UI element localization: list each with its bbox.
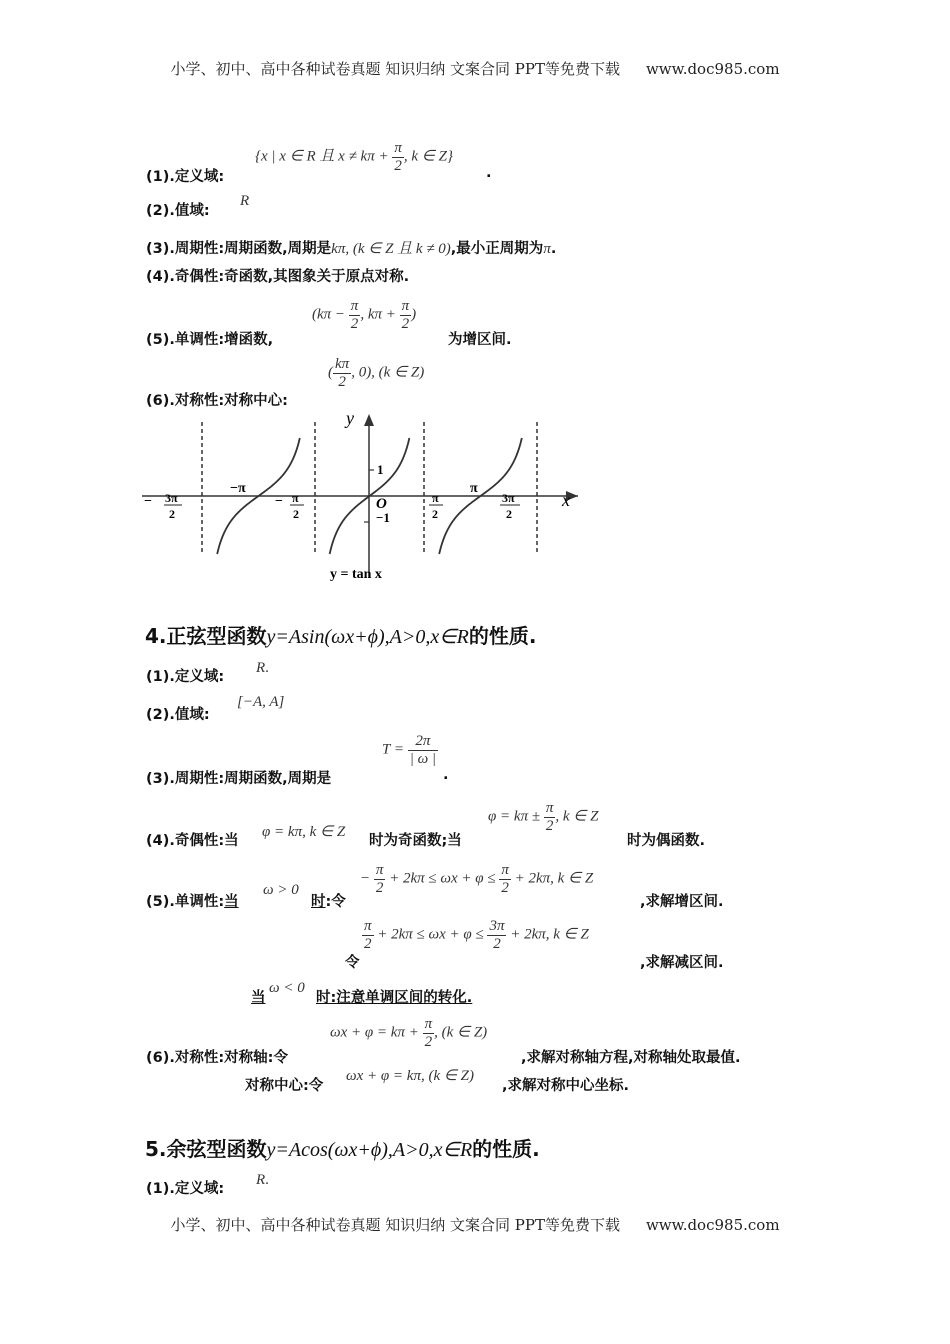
svg-text:3π: 3π bbox=[502, 491, 515, 505]
tan-range-label: (2).值域: bbox=[146, 203, 210, 219]
tan-sym-math: ( $\frac{k\pi}{2}$ , 0), (k ∈ Z) bbox=[328, 356, 425, 390]
sin-range-math: [−A, A] bbox=[237, 694, 285, 710]
sin-sym-axis-text: ,求解对称轴方程,对称轴处取最值. bbox=[521, 1050, 741, 1066]
sin-mono-ling: 时:令 bbox=[311, 894, 346, 910]
tan-sym-label: (6).对称性:对称中心: bbox=[146, 393, 288, 409]
tan-mono-label: (5).单调性:增函数, bbox=[146, 332, 274, 348]
page-header bbox=[0, 58, 950, 79]
neg-pi-label: −π bbox=[230, 481, 246, 496]
minus-one-label: −1 bbox=[376, 510, 390, 525]
tan-domain-period: . bbox=[486, 165, 492, 181]
tan-range-math: R bbox=[240, 193, 250, 209]
sin-parity-even-math: φ = kπ ± $\frac{\pi}{2}$ , k ∈ Z bbox=[488, 800, 599, 834]
tan-parity: (4).奇偶性:奇函数,其图象关于原点对称. bbox=[146, 269, 410, 285]
footer-text: 小学、初中、高中各种试卷真题 知识归纳 文案合同 PPT等免费下载 bbox=[170, 1216, 620, 1234]
sin-neg-cond: ω < 0 bbox=[269, 980, 305, 996]
svg-text:2: 2 bbox=[506, 507, 512, 521]
sin-sym-axis-math: ωx + φ = kπ + $\frac{\pi}{2}$ , (k ∈ Z) bbox=[330, 1016, 488, 1050]
tan-mono-math: (kπ − $\frac{\pi}{2}$ , kπ + $\frac{\pi}{2}$ ) bbox=[312, 298, 417, 332]
one-label: 1 bbox=[377, 462, 384, 477]
sin-mono-label: (5).单调性:当 bbox=[146, 894, 239, 910]
footer-site[interactable]: www.doc985.com bbox=[645, 1216, 780, 1234]
sin-range-label: (2).值域: bbox=[146, 707, 210, 723]
sin-mono-inc-text: ,求解增区间. bbox=[640, 894, 724, 910]
sin-parity-label: (4).奇偶性:当 bbox=[146, 833, 239, 849]
sin-mono-cond: ω > 0 bbox=[263, 882, 299, 898]
svg-text:2: 2 bbox=[432, 507, 438, 521]
sin-sym-label: (6).对称性:对称轴:令 bbox=[146, 1050, 288, 1066]
tan-graph bbox=[142, 410, 582, 582]
sin-parity-odd-math: φ = kπ, k ∈ Z bbox=[262, 824, 346, 840]
cos-domain-math: R. bbox=[256, 1172, 269, 1188]
tan-domain-math: {x | x ∈ R 且 x ≠ kπ + $\frac{\pi}{2}$ , k ∈ Z} bbox=[255, 140, 453, 174]
header-site[interactable]: www.doc985.com bbox=[645, 60, 780, 78]
sin-mono-inc-math: − $\frac{\pi}{2}$ + 2kπ ≤ ωx + φ ≤ $\frac{\pi}{2}$ + 2kπ, k ∈ Z bbox=[360, 862, 594, 896]
sin-mono-dec-text: ,求解减区间. bbox=[640, 955, 724, 971]
tan-domain-label: (1).定义域: bbox=[146, 169, 225, 185]
sin-sym-center-text: ,求解对称中心坐标. bbox=[502, 1078, 630, 1094]
y-label: y bbox=[346, 410, 354, 428]
tan-mono-tail: 为增区间. bbox=[448, 332, 512, 348]
svg-text:π: π bbox=[432, 491, 439, 505]
sin-mono-dec-math: $\frac{\pi}{2}$ + 2kπ ≤ ωx + φ ≤ $\frac{3\pi}{2}$ + 2kπ, k ∈ Z bbox=[364, 918, 589, 952]
svg-text:−: − bbox=[144, 494, 152, 509]
svg-text:π: π bbox=[292, 491, 299, 505]
sin-domain-label: (1).定义域: bbox=[146, 669, 225, 685]
sin-mono-ling2: 令 bbox=[345, 955, 360, 971]
x-label: x bbox=[562, 490, 570, 510]
sin-period-dot: . bbox=[443, 767, 449, 783]
sin-parity-odd-text: 时为奇函数;当 bbox=[369, 833, 462, 849]
sin-sym-center-label: 对称中心:令 bbox=[245, 1078, 324, 1094]
sin-period-label: (3).周期性:周期函数,周期是 bbox=[146, 771, 332, 787]
page-footer bbox=[0, 1214, 950, 1235]
cos-domain-label: (1).定义域: bbox=[146, 1181, 225, 1197]
tan-period: (3).周期性:周期函数,周期是kπ, (k ∈ Z 且 k ≠ 0),最小正周期为π. bbox=[146, 241, 557, 257]
header-text: 小学、初中、高中各种试卷真题 知识归纳 文案合同 PPT等免费下载 bbox=[170, 60, 620, 78]
origin-label: O bbox=[376, 496, 387, 512]
sin-neg-when: 当 bbox=[251, 990, 266, 1006]
sin-section-title: 4.正弦型函数y=Asin(ωx+ϕ),A>0,x∈R的性质. bbox=[145, 624, 537, 648]
svg-text:2: 2 bbox=[293, 507, 299, 521]
pi-label: π bbox=[470, 481, 478, 496]
svg-text:2: 2 bbox=[169, 507, 175, 521]
sin-period-math: T = $\frac{2\pi}{| \omega |}$ bbox=[382, 733, 437, 767]
sin-neg-text: 时:注意单调区间的转化. bbox=[316, 990, 473, 1006]
sin-domain-math: R. bbox=[256, 660, 269, 676]
graph-caption: y = tan x bbox=[330, 567, 382, 582]
svg-text:3π: 3π bbox=[165, 491, 178, 505]
sin-sym-center-math: ωx + φ = kπ, (k ∈ Z) bbox=[346, 1068, 475, 1084]
svg-text:−: − bbox=[275, 494, 283, 509]
sin-parity-even-text: 时为偶函数. bbox=[627, 833, 706, 849]
cos-section-title: 5.余弦型函数y=Acos(ωx+ϕ),A>0,x∈R的性质. bbox=[145, 1137, 540, 1161]
